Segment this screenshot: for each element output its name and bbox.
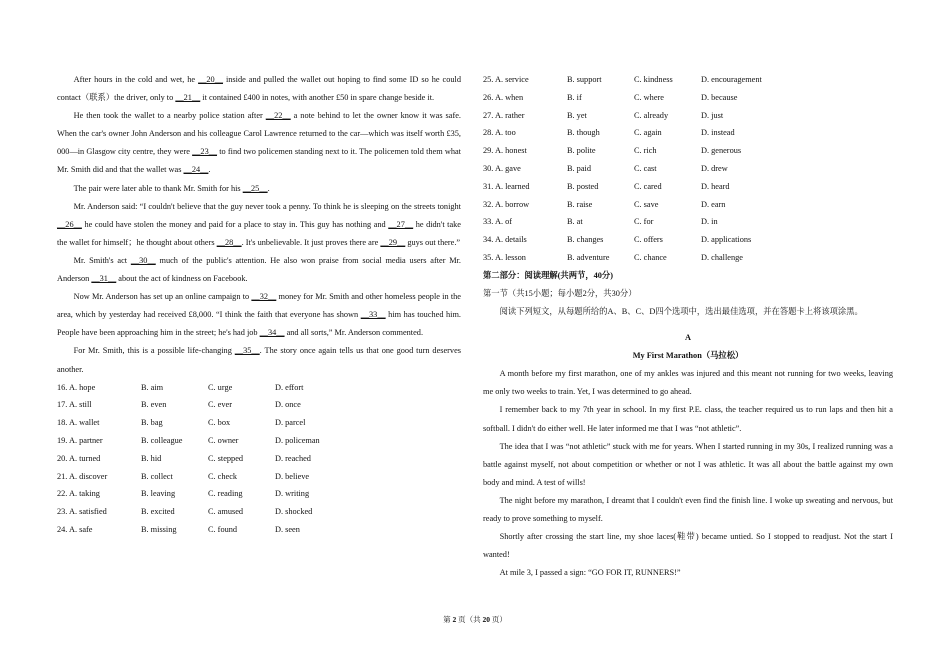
blank: __32__ — [251, 292, 277, 302]
passage-title: My First Marathon（马拉松） — [632, 351, 744, 361]
blank: __30__ — [130, 255, 156, 265]
option: C. rich — [634, 146, 657, 156]
option-row — [483, 213, 893, 231]
blank: __33__ — [360, 310, 386, 320]
page-number: 2 — [452, 615, 457, 624]
option-row — [483, 249, 893, 267]
option: C. already — [634, 110, 669, 120]
footer-text: 第 — [443, 615, 453, 624]
option-row — [483, 89, 893, 107]
option-row — [483, 160, 893, 178]
option: 18. A. wallet — [57, 418, 100, 428]
blank: __35__ — [234, 346, 260, 356]
option: D. challenge — [701, 252, 743, 262]
cloze-options-right — [483, 71, 893, 267]
text-run: about the act of kindness on Facebook. — [116, 274, 248, 284]
blank: __34__ — [259, 328, 285, 338]
footer-text: 页（共 — [456, 615, 483, 624]
text-run: a note behind to let the owner know it was safe. When the car's owner John Anderson and his colleague Carol Lawrence returned to the car—which was itself worth £35, 000—in Glasgow city centre, they were — [57, 111, 461, 157]
option: C. again — [634, 128, 662, 138]
option: B. missing — [141, 524, 177, 534]
section-title: 第一节（共15小题；每小题2分，共30分） — [483, 288, 637, 298]
option-row — [57, 414, 461, 432]
option: C. found — [208, 524, 238, 534]
option: D. writing — [275, 489, 310, 499]
text-run: . — [267, 183, 270, 193]
text-run: money for Mr. Smith and other homeless people in the area, which by yesterday had received £8,000. “I think the faith that everyone has shown — [57, 292, 461, 320]
blank: __27__ — [388, 219, 414, 229]
option: 27. A. rather — [483, 110, 525, 120]
option-row — [57, 450, 461, 468]
option: 17. A. still — [57, 400, 92, 410]
option: B. yet — [567, 110, 587, 120]
text-run: Now Mr. Anderson has set up an online campaign to — [73, 292, 252, 302]
text-run: Mr. Anderson said: “I couldn't believe that the guy never took a penny. To think he is sleeping on the streets tonight — [73, 201, 461, 211]
blank: __24__ — [183, 165, 209, 175]
blank: __29__ — [380, 237, 406, 247]
text-run: . — [208, 165, 211, 175]
option-row — [57, 379, 461, 397]
paragraph: A month before my first marathon, one of my ankles was injured and this meant not running for two weeks, leaving me only two weeks to train. Yet, I was determined to go ahead. — [483, 369, 893, 397]
option-row — [57, 468, 461, 486]
option: 32. A. borrow — [483, 199, 530, 209]
paragraph — [57, 180, 461, 198]
option-row — [483, 142, 893, 160]
paragraph — [57, 252, 461, 288]
option: D. just — [701, 110, 724, 120]
option: B. posted — [567, 181, 599, 191]
option: 19. A. partner — [57, 435, 103, 445]
option: D. once — [275, 400, 301, 410]
blank: __20__ — [198, 75, 223, 84]
option: B. though — [567, 128, 600, 138]
paragraph — [57, 288, 461, 342]
option: 33. A. of — [483, 217, 513, 227]
part-title: 第二部分：阅读理解(共两节，40分) — [483, 270, 613, 280]
text-run: Mr. Smith's act — [73, 255, 131, 265]
passage-label: A — [685, 333, 691, 343]
option-row — [483, 124, 893, 142]
text-run: to find two policemen standing next to it. The policemen told them what Mr. Smith did and that the wallet was — [57, 147, 461, 175]
option: D. believe — [275, 471, 310, 481]
option: 16. A. hope — [57, 382, 96, 392]
blank: __26__ — [57, 219, 82, 229]
text-run: . The story once again tells us that one good turn deserves another. — [57, 346, 461, 374]
option-row — [483, 107, 893, 125]
text-run: and all sorts,” Mr. Anderson commented. — [284, 328, 424, 338]
option: 31. A. learned — [483, 181, 530, 191]
option: C. for — [634, 217, 654, 227]
paragraph: I remember back to my 7th year in school. In my first P.E. class, the teacher required us to run laps and then hit a softball. I didn't do either well. He later informed me that I was “not athletic”. — [483, 405, 893, 433]
option: D. parcel — [275, 418, 306, 428]
option: D. in — [701, 217, 718, 227]
option: C. urge — [208, 382, 233, 392]
text-run: After hours in the cold and wet, he — [73, 75, 199, 84]
paragraph — [57, 107, 461, 179]
paragraph: At mile 3, I passed a sign: “GO FOR IT, RUNNERS!” — [499, 568, 681, 578]
option: D. drew — [701, 163, 728, 173]
option: 23. A. satisfied — [57, 507, 107, 517]
option: B. support — [567, 75, 602, 84]
option: C. stepped — [208, 453, 244, 463]
option: B. hid — [141, 453, 162, 463]
blank: __23__ — [192, 147, 218, 157]
option: B. at — [567, 217, 583, 227]
option-row — [57, 521, 461, 539]
option: C. kindness — [634, 75, 673, 84]
paragraph — [57, 342, 461, 378]
option: D. shocked — [275, 507, 313, 517]
option: C. where — [634, 92, 664, 102]
reading-passage — [483, 365, 893, 582]
option: B. leaving — [141, 489, 176, 499]
option: B. collect — [141, 471, 173, 481]
option: D. policeman — [275, 435, 320, 445]
option: 20. A. turned — [57, 453, 101, 463]
right-column — [483, 71, 893, 582]
footer-text: 页） — [490, 615, 507, 624]
paragraph: Shortly after crossing the start line, my shoe laces(鞋带) became untied. So I stopped to readjust. Not the start I wanted! — [483, 532, 893, 560]
option: B. changes — [567, 235, 604, 245]
option: 29. A. honest — [483, 146, 527, 156]
option: C. amused — [208, 507, 244, 517]
option: D. applications — [701, 235, 752, 245]
text-run: he could have stolen the money and paid for a place to stay in. This guy has nothing and — [81, 219, 389, 229]
option-row — [57, 396, 461, 414]
option: 22. A. taking — [57, 489, 100, 499]
cloze-passage — [57, 71, 461, 379]
paragraph: The night before my marathon, I dreamt that I couldn't even find the finish line. I woke up sweating and nervous, but ready to prove something to myself. — [483, 495, 893, 523]
text-run: He then took the wallet to a nearby police station after — [73, 111, 266, 121]
option: B. aim — [141, 382, 164, 392]
option: C. reading — [208, 489, 243, 499]
option: B. paid — [567, 163, 591, 173]
option: 25. A. service — [483, 75, 529, 84]
option: 26. A. when — [483, 92, 524, 102]
option-row — [483, 231, 893, 249]
option: C. check — [208, 471, 238, 481]
cloze-options-left — [57, 379, 461, 539]
option-row — [483, 196, 893, 214]
option: D. instead — [701, 128, 735, 138]
blank: __25__ — [242, 183, 268, 193]
option: 21. A. discover — [57, 471, 108, 481]
option: C. cast — [634, 163, 657, 173]
blank: __22__ — [265, 111, 291, 121]
option-row — [483, 71, 893, 89]
option: B. excited — [141, 507, 175, 517]
option-row — [483, 178, 893, 196]
option: D. encouragement — [701, 75, 762, 84]
option: C. ever — [208, 400, 232, 410]
option: B. even — [141, 400, 167, 410]
blank: __28__ — [216, 237, 242, 247]
paragraph: The idea that I was “not athletic” stuck with me for years. When I started running in my 30s, I realized running was a battle against myself, not about competition or whether or not I was athletic. It was all about the battle against my own body and mind. A test of wills! — [483, 441, 893, 487]
instruction: 阅读下列短文，从每题所给的A、B、C、D四个选项中，选出最佳选项，并在答题卡上将该项涂黑。 — [499, 306, 863, 316]
text-run: For Mr. Smith, this is a possible life-changing — [73, 346, 235, 356]
option: C. offers — [634, 235, 663, 245]
text-run: . It's unbelievable. It just proves there are — [241, 237, 381, 247]
option: D. reached — [275, 453, 311, 463]
option: 35. A. lesson — [483, 252, 526, 262]
option: B. polite — [567, 146, 596, 156]
text-run: it contained £400 in notes, with another £50 in spare change beside it. — [200, 93, 435, 103]
text-run: The pair were later able to thank Mr. Smith for his — [73, 183, 243, 193]
option: D. because — [701, 92, 738, 102]
option: 24. A. safe — [57, 524, 93, 534]
option: D. seen — [275, 524, 300, 534]
option: 34. A. details — [483, 235, 527, 245]
option: C. owner — [208, 435, 239, 445]
option: D. heard — [701, 181, 730, 191]
option: C. cared — [634, 181, 662, 191]
left-column — [57, 71, 461, 539]
page-footer — [0, 614, 950, 625]
page-total: 20 — [482, 615, 490, 624]
paragraph — [57, 71, 461, 107]
option: 30. A. gave — [483, 163, 521, 173]
option-row — [57, 432, 461, 450]
text-run: inside and pulled the wallet out hoping to find some ID so he could contact（联系）the driver, only to — [57, 75, 461, 103]
option: D. earn — [701, 199, 726, 209]
option: C. box — [208, 418, 231, 428]
option: B. if — [567, 92, 582, 102]
option: B. adventure — [567, 252, 610, 262]
option: D. generous — [701, 146, 742, 156]
text-run: guys out there.” — [405, 237, 461, 247]
option: C. chance — [634, 252, 667, 262]
blank: __21__ — [175, 93, 201, 103]
option: 28. A. too — [483, 128, 516, 138]
option: B. bag — [141, 418, 163, 428]
text-run: much of the public's attention. He also won praise from social media users after Mr. Anderson — [57, 255, 461, 284]
option-row — [57, 485, 461, 503]
paragraph — [57, 198, 461, 252]
text-run: he didn't take the wallet for himself；he thought about others — [57, 219, 461, 247]
option-row — [57, 503, 461, 521]
option: B. colleague — [141, 435, 183, 445]
text-run: him has touched him. People have been approaching him in the street; he's had job — [57, 310, 461, 338]
option: D. effort — [275, 382, 304, 392]
blank: __31__ — [91, 274, 117, 284]
option: C. save — [634, 199, 659, 209]
option: B. raise — [567, 199, 593, 209]
